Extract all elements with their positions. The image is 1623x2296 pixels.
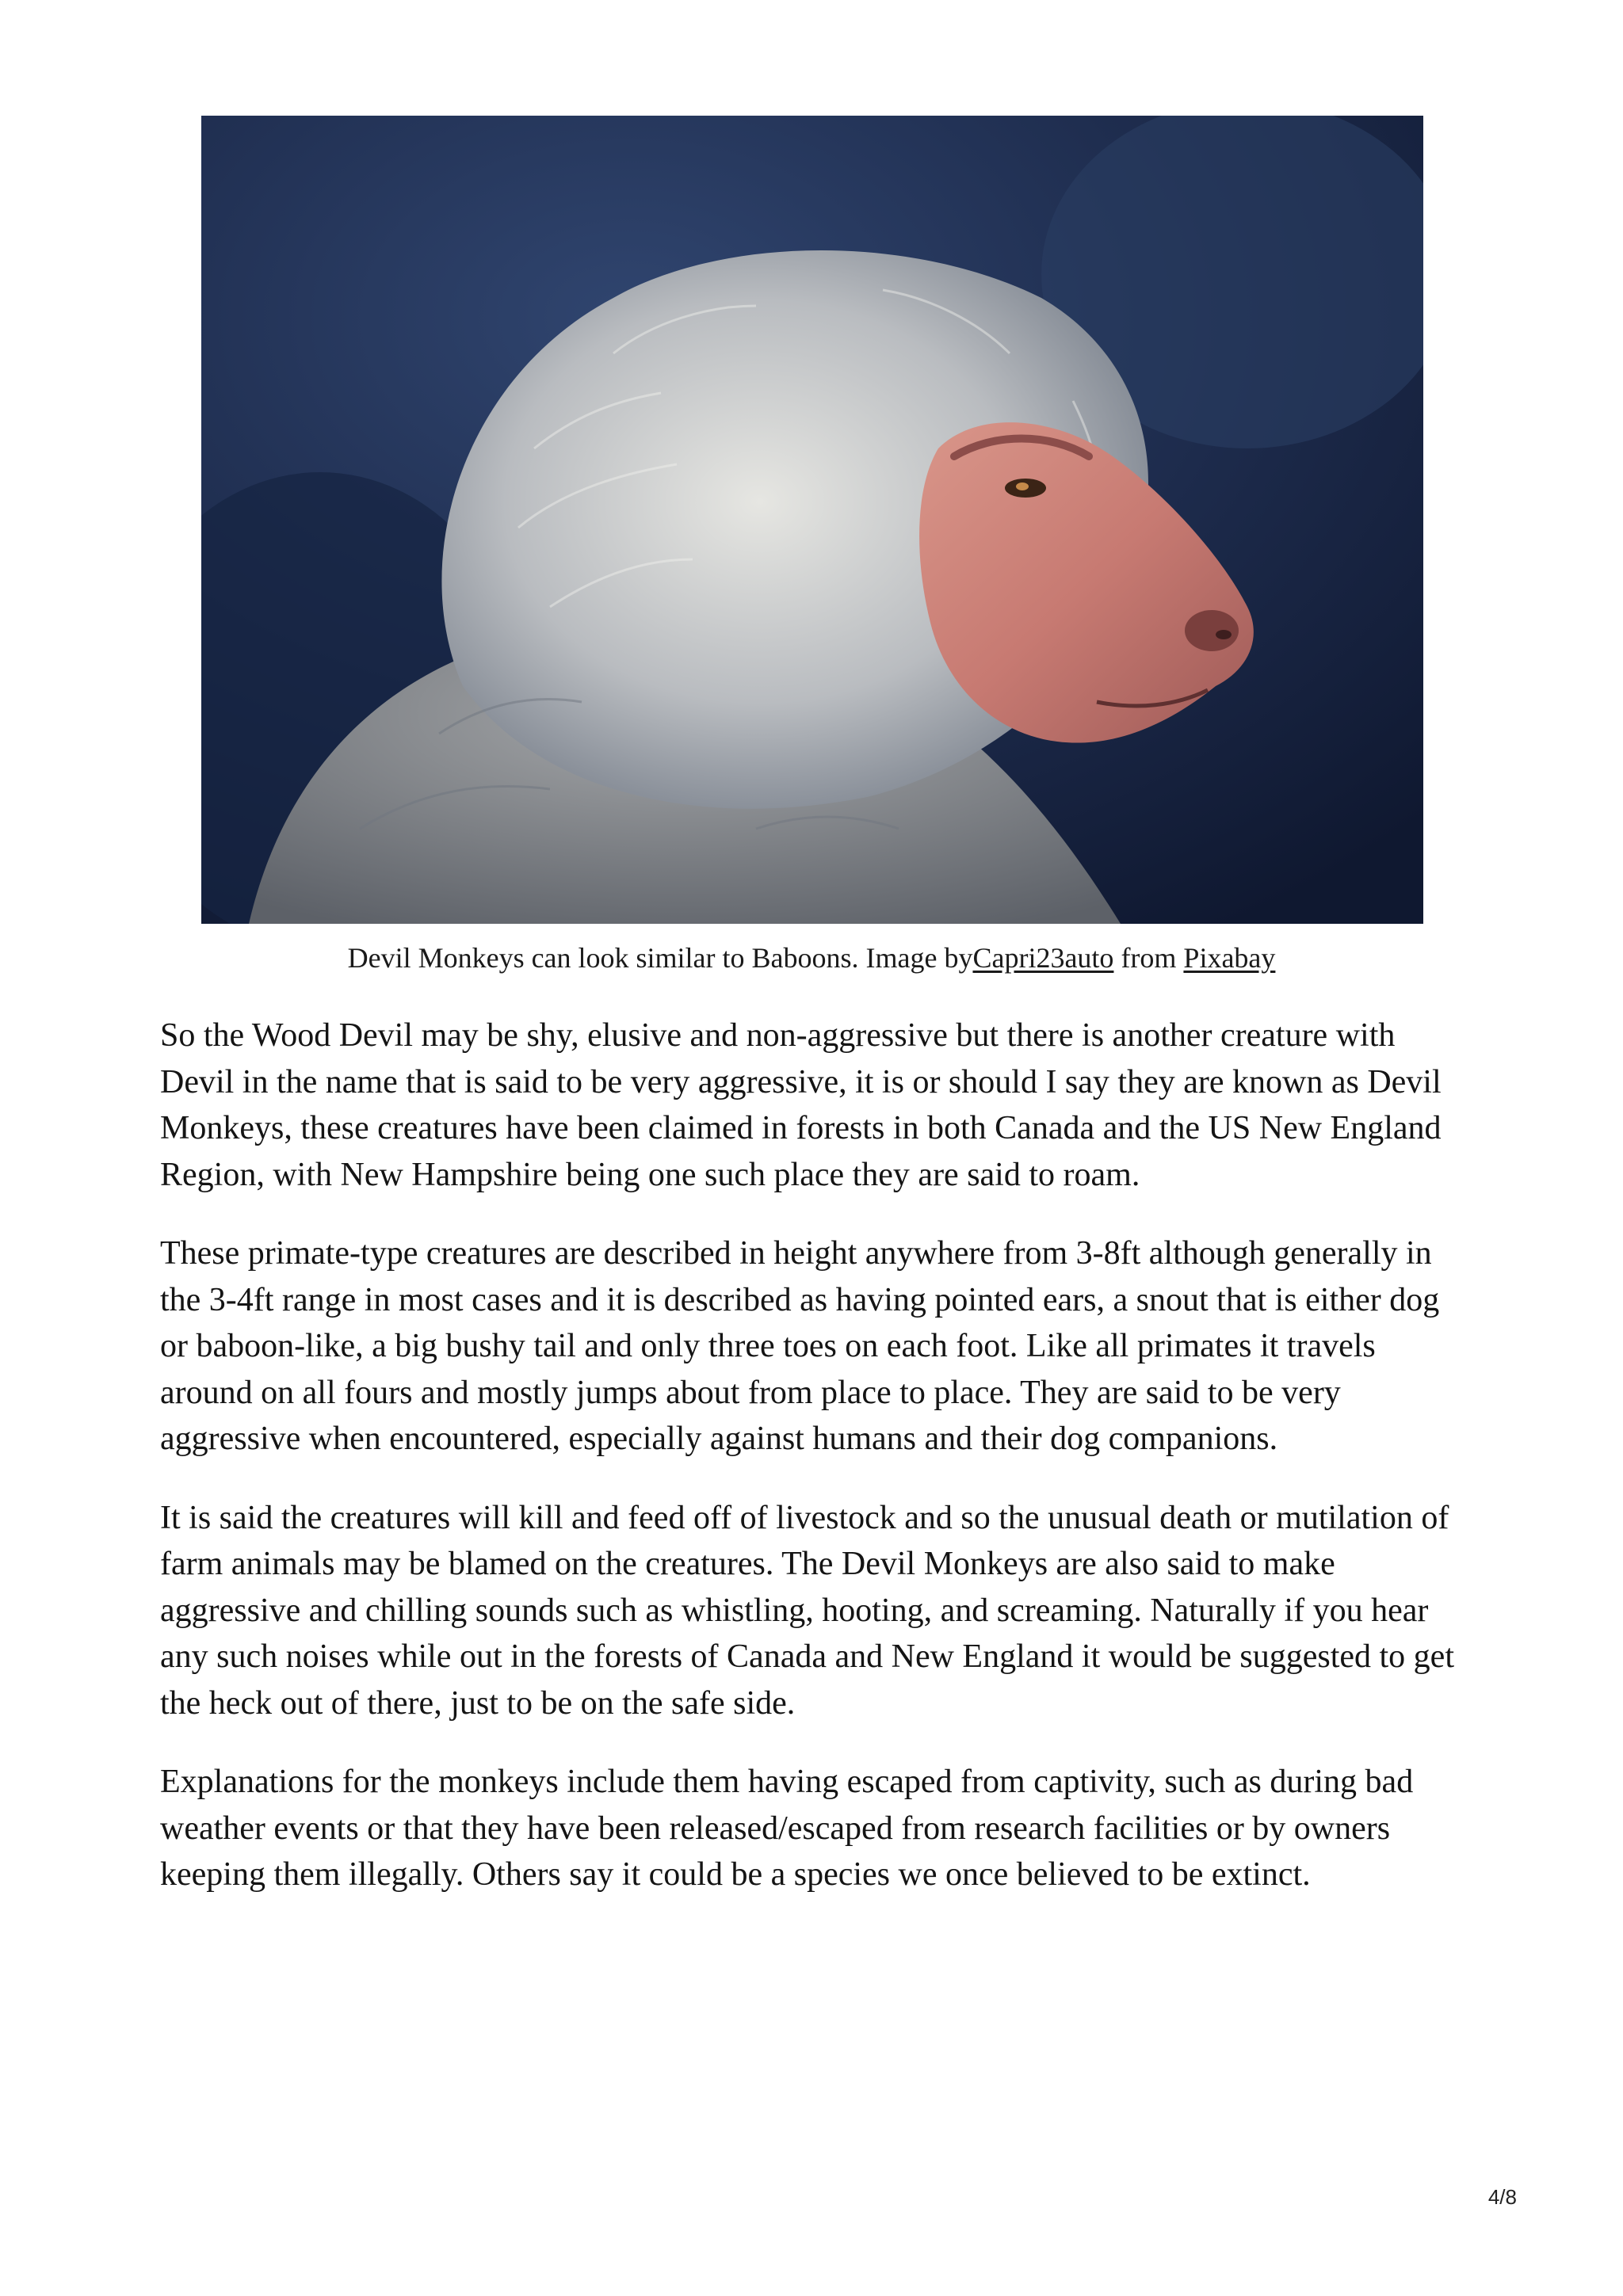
paragraph-4: Explanations for the monkeys include them having escaped from captivity, such as during bad weather events or that they have been released/escaped from research facilities or by owners keeping them illegally. Others say it could be a species we once believed to be extinct. — [160, 1764, 1414, 1893]
source-link[interactable]: Pixabay — [1183, 942, 1276, 974]
image-caption — [0, 940, 1623, 976]
baboon-photo — [201, 116, 1423, 924]
paragraph-2: These primate-type creatures are described in height anywhere from 3-8ft although generally in the 3-4ft range in most cases and it is described as having pointed ears, a snout that is either dog or baboon-like, a big bushy tail and only three toes on each foot. Like all primates it travels around on all fours and mostly jumps about from place to place. They are said to be very aggressive when encountered, especially against humans and their dog companions. — [160, 1235, 1440, 1457]
paragraph-1: So the Wood Devil may be shy, elusive and non-aggressive but there is another creature with Devil in the name that is said to be very aggressive, it is or should I say they are known as Devil Monkeys, these creatures have been claimed in forests in both Canada and the US New England Region, with New Hampshire being one such place they are said to roam. — [160, 1017, 1442, 1193]
paragraph-3: It is said the creatures will kill and feed off of livestock and so the unusual death or mutilation of farm animals may be blamed on the creatures. The Devil Monkeys are also said to make aggressive and chilling sounds such as whistling, hooting, and screaming. Naturally if you hear any such noises while out in the forests of Canada and New England it would be suggested to get the heck out of there, just to be on the safe side. — [160, 1499, 1454, 1722]
caption-text: Devil Monkeys can look similar to Baboons. Image by — [347, 942, 973, 974]
baboon-illustration — [201, 116, 1423, 924]
article-body — [160, 1013, 1468, 1931]
caption-connector: from — [1113, 942, 1184, 974]
author-link[interactable]: Capri23auto — [972, 942, 1114, 974]
page-number: 4/8 — [1487, 2185, 1517, 2209]
